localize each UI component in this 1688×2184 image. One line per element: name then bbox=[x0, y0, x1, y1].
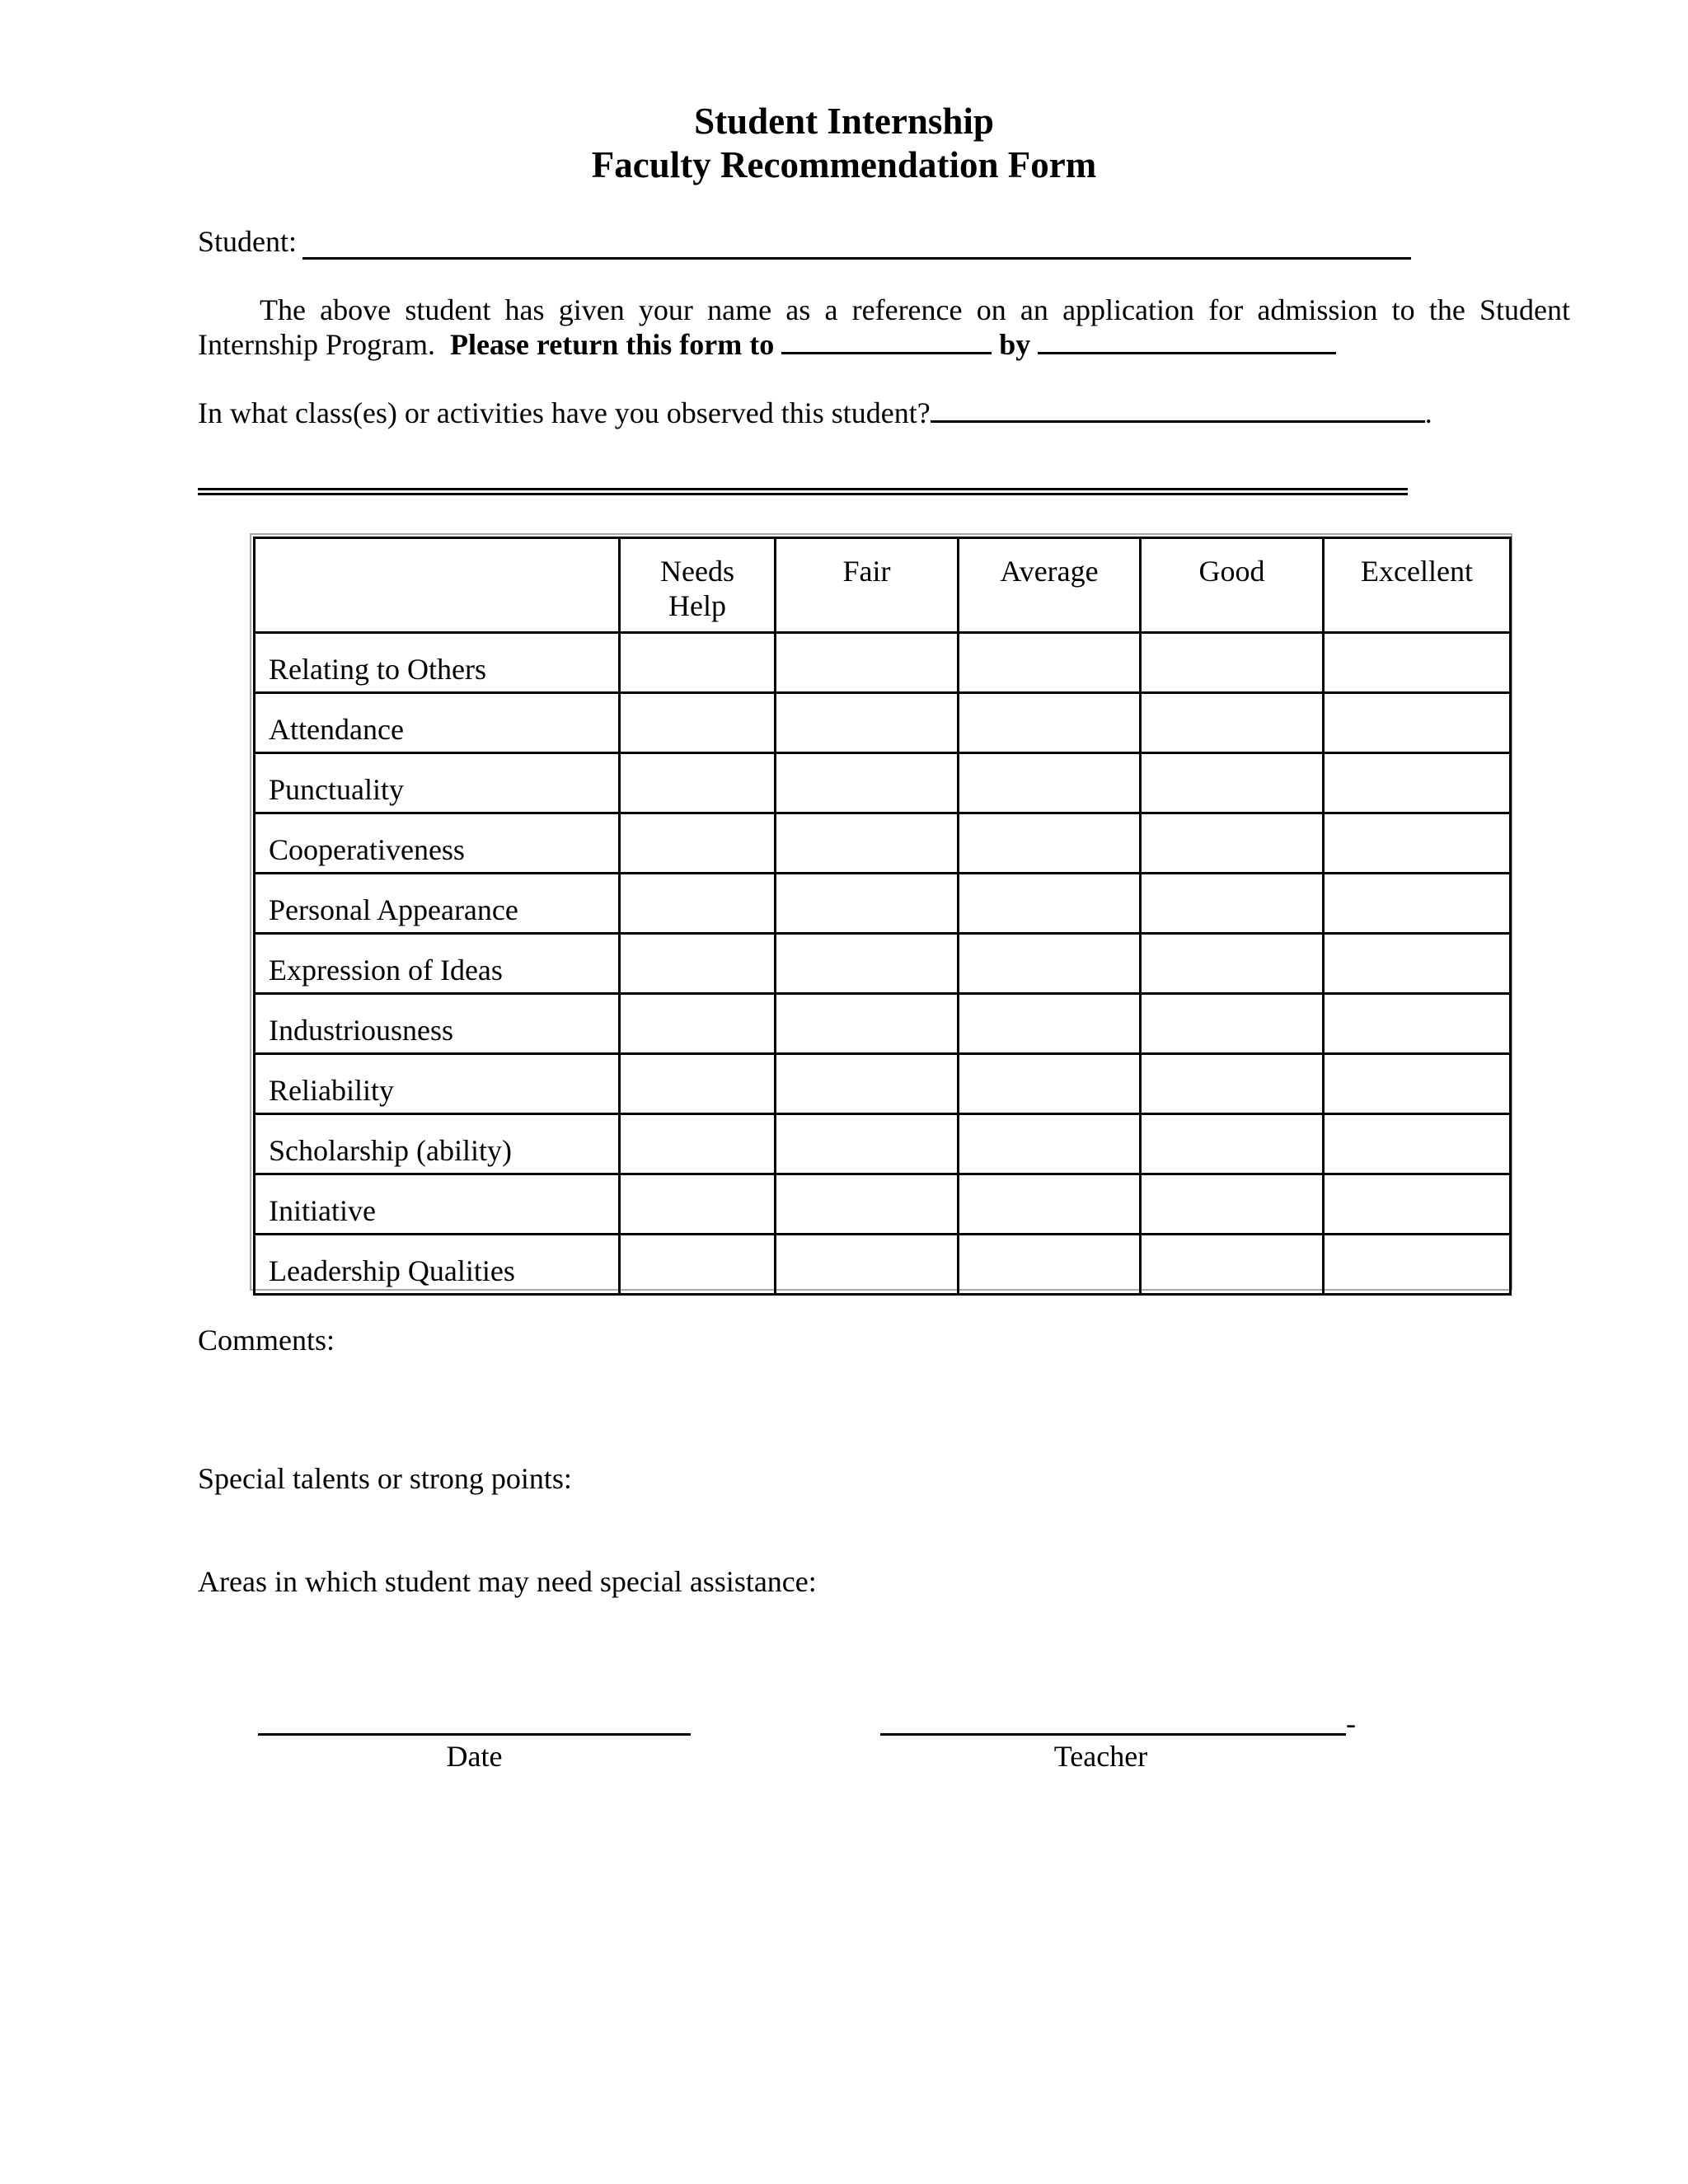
row-label: Industriousness bbox=[255, 994, 620, 1054]
rating-cell[interactable] bbox=[776, 994, 959, 1054]
rating-cell[interactable] bbox=[1141, 874, 1324, 934]
table-row bbox=[255, 1174, 1511, 1235]
header-blank-cell bbox=[255, 538, 620, 633]
rating-cell[interactable] bbox=[620, 1235, 776, 1295]
rating-cell[interactable] bbox=[776, 1054, 959, 1114]
rating-cell[interactable] bbox=[1324, 1114, 1511, 1174]
rating-cell[interactable] bbox=[959, 874, 1141, 934]
return-to-field[interactable] bbox=[781, 327, 992, 354]
return-instruction: Please return this form to bbox=[449, 328, 775, 361]
rating-cell[interactable] bbox=[1324, 633, 1511, 693]
row-label: Initiative bbox=[255, 1174, 620, 1235]
rating-cell[interactable] bbox=[620, 1054, 776, 1114]
row-label: Cooperativeness bbox=[255, 813, 620, 874]
talents-label: Special talents or strong points: bbox=[198, 1462, 572, 1495]
date-caption: Date bbox=[446, 1740, 503, 1773]
rating-cell[interactable] bbox=[620, 874, 776, 934]
teacher-caption: Teacher bbox=[1053, 1740, 1148, 1773]
rating-cell[interactable] bbox=[620, 1174, 776, 1235]
form-title-line-1: Student Internship bbox=[694, 101, 994, 142]
row-label: Scholarship (ability) bbox=[255, 1114, 620, 1174]
row-label: Relating to Others bbox=[255, 633, 620, 693]
rating-cell[interactable] bbox=[959, 994, 1141, 1054]
table-row bbox=[255, 693, 1511, 753]
rating-cell[interactable] bbox=[1324, 1235, 1511, 1295]
observed-question bbox=[198, 396, 1432, 430]
rating-cell[interactable] bbox=[776, 633, 959, 693]
table-row bbox=[255, 874, 1511, 934]
row-label: Reliability bbox=[255, 1054, 620, 1114]
observed-trailing: . bbox=[1424, 396, 1432, 429]
row-label: Leadership Qualities bbox=[255, 1235, 620, 1295]
table-row bbox=[255, 813, 1511, 874]
rating-cell[interactable] bbox=[959, 934, 1141, 994]
rating-cell[interactable] bbox=[1324, 1054, 1511, 1114]
rating-cell[interactable] bbox=[959, 1114, 1141, 1174]
column-header-fair: Fair bbox=[776, 538, 959, 633]
rating-cell[interactable] bbox=[776, 934, 959, 994]
column-header-average: Average bbox=[959, 538, 1141, 633]
talents-area[interactable] bbox=[198, 1498, 1566, 1556]
table-row bbox=[255, 994, 1511, 1054]
table-row bbox=[255, 1114, 1511, 1174]
rating-cell[interactable] bbox=[620, 633, 776, 693]
intro-paragraph bbox=[198, 293, 1570, 362]
rating-cell[interactable] bbox=[620, 1114, 776, 1174]
rating-cell[interactable] bbox=[959, 1174, 1141, 1235]
rating-cell[interactable] bbox=[959, 753, 1141, 813]
rating-cell[interactable] bbox=[1141, 1054, 1324, 1114]
rating-cell[interactable] bbox=[620, 813, 776, 874]
rating-cell[interactable] bbox=[620, 753, 776, 813]
rating-cell[interactable] bbox=[1324, 874, 1511, 934]
observed-answer-line-2[interactable] bbox=[198, 488, 1408, 490]
rating-cell[interactable] bbox=[1141, 994, 1324, 1054]
return-by-label: by bbox=[999, 328, 1031, 361]
rating-cell[interactable] bbox=[1324, 1174, 1511, 1235]
rating-cell[interactable] bbox=[1324, 934, 1511, 994]
date-signature-line[interactable] bbox=[258, 1733, 691, 1736]
rating-cell[interactable] bbox=[776, 1114, 959, 1174]
rating-cell[interactable] bbox=[620, 934, 776, 994]
rating-cell[interactable] bbox=[1141, 693, 1324, 753]
table-row bbox=[255, 1235, 1511, 1295]
rating-cell[interactable] bbox=[776, 1235, 959, 1295]
comments-label: Comments: bbox=[198, 1324, 335, 1357]
student-name-field[interactable] bbox=[302, 257, 1411, 260]
comments-area[interactable] bbox=[198, 1360, 1566, 1451]
observed-answer-field[interactable] bbox=[931, 396, 1425, 423]
rating-cell[interactable] bbox=[959, 693, 1141, 753]
observed-answer-line-2-underline bbox=[198, 493, 1408, 495]
rating-cell[interactable] bbox=[1141, 813, 1324, 874]
rating-cell[interactable] bbox=[959, 1235, 1141, 1295]
row-label: Expression of Ideas bbox=[255, 934, 620, 994]
rating-cell[interactable] bbox=[1141, 934, 1324, 994]
rating-cell[interactable] bbox=[959, 633, 1141, 693]
assistance-area[interactable] bbox=[198, 1601, 1566, 1717]
rating-cell[interactable] bbox=[1141, 753, 1324, 813]
rating-cell[interactable] bbox=[1141, 1174, 1324, 1235]
intro-text: The above student has given your name as a reference on an application for admission to the Student Internship Program. bbox=[198, 293, 1570, 361]
rating-cell[interactable] bbox=[1324, 994, 1511, 1054]
teacher-signature-line[interactable] bbox=[880, 1733, 1346, 1736]
rating-cell[interactable] bbox=[620, 994, 776, 1054]
form-title-line-2: Faculty Recommendation Form bbox=[591, 144, 1097, 185]
rating-cell[interactable] bbox=[1141, 1235, 1324, 1295]
return-date-field[interactable] bbox=[1038, 327, 1336, 354]
assistance-label: Areas in which student may need special assistance: bbox=[198, 1565, 817, 1598]
column-header-excellent: Excellent bbox=[1324, 538, 1511, 633]
teacher-line-trailing: - bbox=[1346, 1707, 1356, 1740]
observed-question-text: In what class(es) or activities have you observed this student? bbox=[198, 396, 931, 429]
rating-table bbox=[253, 537, 1512, 1296]
student-label: Student: bbox=[198, 225, 298, 258]
rating-cell[interactable] bbox=[776, 813, 959, 874]
rating-cell[interactable] bbox=[959, 813, 1141, 874]
column-header-good: Good bbox=[1141, 538, 1324, 633]
rating-cell[interactable] bbox=[1141, 633, 1324, 693]
rating-cell[interactable] bbox=[776, 874, 959, 934]
rating-cell[interactable] bbox=[1324, 813, 1511, 874]
table-row bbox=[255, 633, 1511, 693]
rating-cell[interactable] bbox=[776, 693, 959, 753]
rating-cell[interactable] bbox=[1324, 693, 1511, 753]
rating-cell[interactable] bbox=[959, 1054, 1141, 1114]
row-label: Attendance bbox=[255, 693, 620, 753]
column-header-needs-help: Needs Help bbox=[620, 538, 776, 633]
row-label: Personal Appearance bbox=[255, 874, 620, 934]
rating-table-header bbox=[255, 538, 1511, 633]
rating-cell[interactable] bbox=[620, 693, 776, 753]
rating-cell[interactable] bbox=[1141, 1114, 1324, 1174]
rating-cell[interactable] bbox=[776, 753, 959, 813]
table-row bbox=[255, 753, 1511, 813]
rating-cell[interactable] bbox=[1324, 753, 1511, 813]
table-row bbox=[255, 934, 1511, 994]
table-row bbox=[255, 1054, 1511, 1114]
row-label: Punctuality bbox=[255, 753, 620, 813]
rating-cell[interactable] bbox=[776, 1174, 959, 1235]
